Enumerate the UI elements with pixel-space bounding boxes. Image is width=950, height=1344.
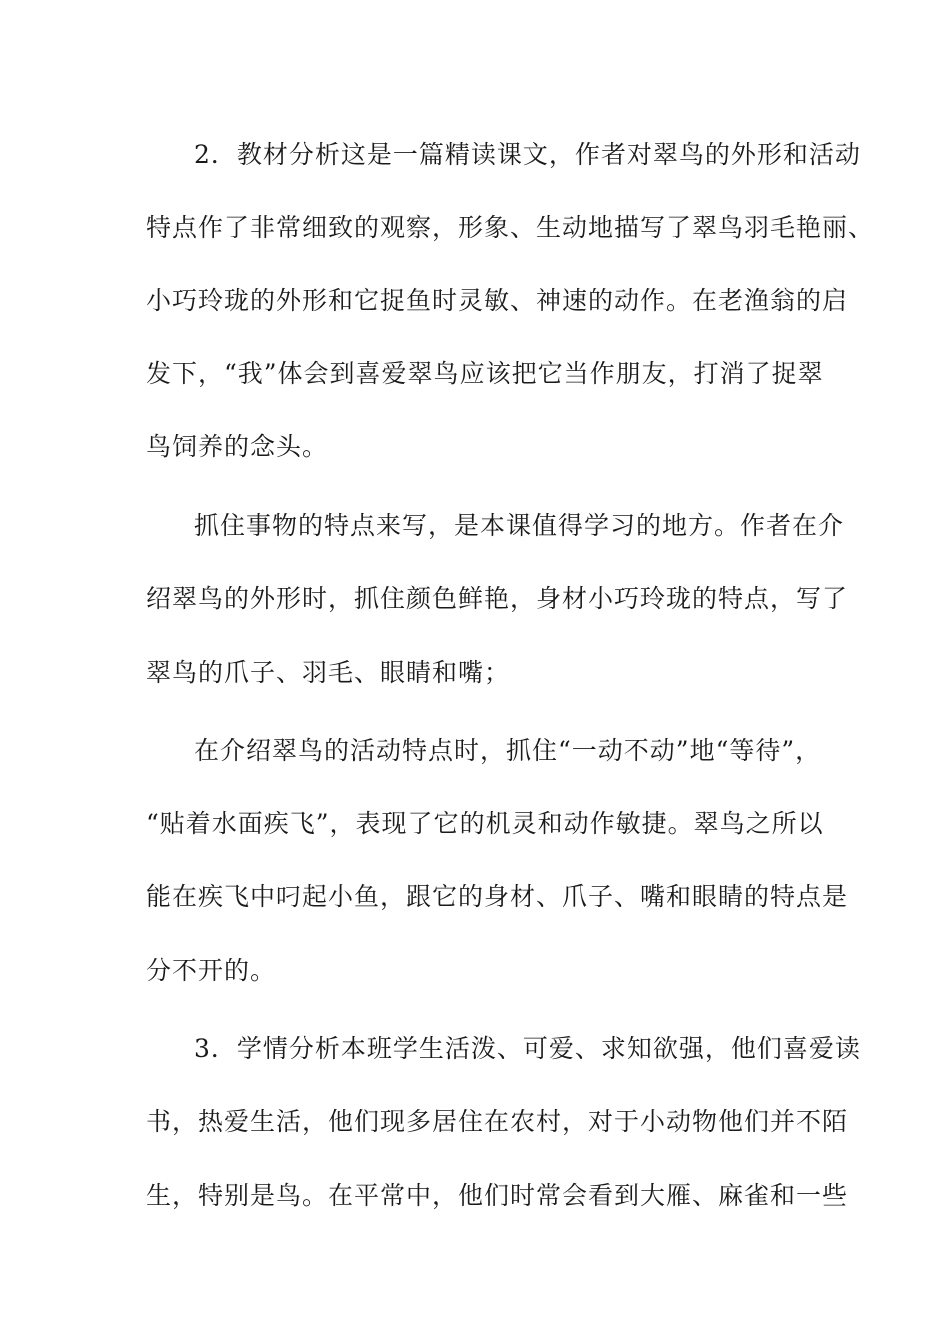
text-line: 抓住事物的特点来写，是本课值得学习的地方。作者在介 [194, 511, 845, 540]
text-line: 在介绍翠鸟的活动特点时，抓住“一动不动”地“等待”， [194, 736, 822, 765]
text-line: 小巧玲珑的外形和它捉鱼时灵敏、神速的动作。在老渔翁的启 [146, 286, 849, 315]
text-line: 能在疾飞中叼起小鱼，跟它的身材、爪子、嘴和眼睛的特点是 [146, 882, 849, 911]
text-line: 书，热爱生活，他们现多居住在农村，对于小动物他们并不陌 [146, 1107, 849, 1136]
text-line: 特点作了非常细致的观察，形象、生动地描写了翠鸟羽毛艳丽、 [146, 213, 875, 242]
text-line: 发下，“我”体会到喜爱翠鸟应该把它当作朋友，打消了捉翠 [146, 359, 824, 388]
text-line: 2．教材分析这是一篇精读课文，作者对翠鸟的外形和活动 [194, 140, 861, 169]
text-line: 3．学情分析本班学生活泼、可爱、求知欲强，他们喜爱读 [194, 1034, 861, 1063]
text-line: 生，特别是鸟。在平常中，他们时常会看到大雁、麻雀和一些 [146, 1181, 849, 1210]
text-line: 绍翠鸟的外形时，抓住颜色鲜艳，身材小巧玲珑的特点，写了 [146, 584, 849, 613]
text-line: 翠鸟的爪子、羽毛、眼睛和嘴； [146, 658, 511, 687]
text-line: 鸟饲养的念头。 [146, 432, 329, 461]
text-line: 分不开的。 [146, 956, 277, 985]
text-line: “贴着水面疾飞”，表现了它的机灵和动作敏捷。翠鸟之所以 [146, 809, 824, 838]
